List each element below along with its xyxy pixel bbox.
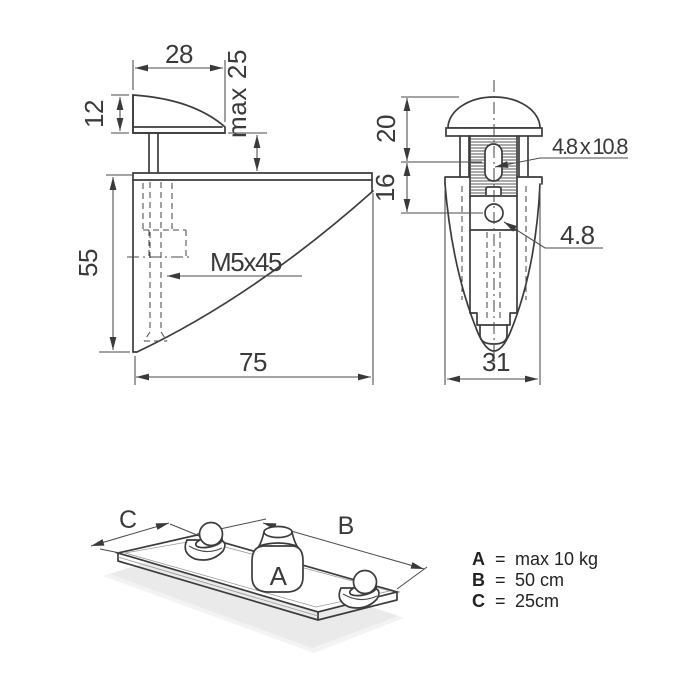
legend-row-b bbox=[472, 570, 598, 591]
legend-value-a: max 10 kg bbox=[515, 549, 599, 569]
hole-label: 4.8 bbox=[560, 220, 595, 250]
dimension-max25 bbox=[222, 50, 267, 171]
iso-bracket-right bbox=[339, 571, 379, 609]
hidden-screw-lines bbox=[127, 182, 193, 341]
iso-bracket-left bbox=[185, 523, 225, 561]
iso-view bbox=[90, 506, 427, 653]
depth-letter: C bbox=[118, 506, 138, 534]
slot-label: 4.8 x 10.8 bbox=[552, 134, 628, 159]
screw-callout bbox=[167, 247, 302, 279]
legend-eq-c: = bbox=[495, 591, 506, 611]
legend-row-c bbox=[472, 591, 598, 612]
dim-label-12: 12 bbox=[79, 100, 109, 128]
legend-value-b: 50 cm bbox=[515, 570, 565, 590]
legend-key-c: C bbox=[472, 591, 485, 611]
legend-value-c: 25cm bbox=[515, 591, 560, 611]
dim-label-55: 55 bbox=[73, 249, 103, 277]
legend bbox=[472, 549, 598, 612]
side-view bbox=[73, 39, 373, 385]
dim-label-20: 20 bbox=[371, 115, 401, 143]
dim-label-28: 28 bbox=[165, 39, 193, 69]
length-letter: B bbox=[337, 512, 355, 540]
dim-label-max25: max 25 bbox=[222, 50, 252, 138]
dimension-12 bbox=[79, 95, 129, 133]
front-view bbox=[370, 80, 628, 385]
legend-eq-a: = bbox=[495, 549, 506, 569]
stem-lines bbox=[149, 133, 158, 173]
weight-label: A bbox=[269, 561, 287, 591]
dim-label-75: 75 bbox=[239, 347, 267, 377]
dimension-16 bbox=[370, 163, 483, 213]
legend-row-a bbox=[472, 549, 598, 570]
legend-eq-b: = bbox=[495, 570, 506, 590]
slot-callout bbox=[494, 134, 628, 170]
dim-label-31: 31 bbox=[482, 347, 510, 377]
dimension-55 bbox=[73, 175, 133, 352]
screw-label: M5x45 bbox=[210, 247, 282, 277]
legend-key-b: B bbox=[472, 570, 485, 590]
legend-key-a: A bbox=[472, 549, 485, 569]
dim-label-16: 16 bbox=[370, 174, 400, 202]
weight bbox=[252, 527, 303, 593]
clamp-cap-shape bbox=[133, 95, 225, 133]
